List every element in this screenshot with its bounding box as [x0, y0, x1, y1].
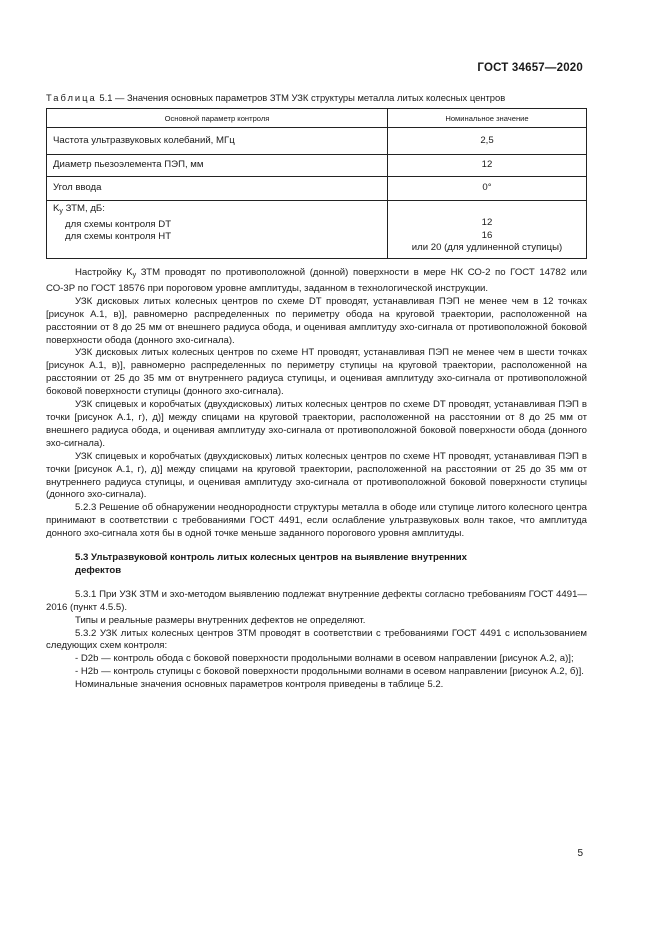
paragraph: УЗК спицевых и коробчатых (двухдисковых) литых колесных центров по схеме DT проводят, устанавливая ПЭП в точки [рисунок А.1, г), д)] между спицами на круговой траектории, расположенной на расстоянии от 8 до 25 мм от внешнего радиуса обода, и оценивая амплитуду эхо-сигнала от противоположной боковой поверхности обода (донного эхо-сигнала).	[46, 399, 587, 449]
table-row	[47, 177, 587, 201]
ky-dt-value: 12	[481, 217, 493, 228]
ky-ht-value: 16	[481, 229, 493, 241]
section-heading-line: дефектов	[75, 564, 122, 576]
ky-unit: ЗТМ, дБ:	[62, 203, 105, 214]
column-header-param: Основной параметр контроля	[47, 109, 388, 128]
ky-ht-value-alt: или 20 (для удлиненной ступицы)	[411, 242, 563, 253]
table-row	[47, 201, 587, 259]
table-caption	[46, 92, 586, 103]
table-row	[47, 128, 587, 155]
ky-symbol: K	[53, 203, 60, 214]
value-cell: 2,5	[388, 128, 587, 155]
paragraph: Номинальные значения основных параметров контроля приведены в таблице 5.2.	[75, 679, 444, 691]
param-cell: Угол ввода	[47, 177, 388, 201]
list-item: - D2b — контроль обода с боковой поверхности продольными волнами в осевом направлении [рисунок А.2, а)];	[75, 653, 574, 665]
paragraph: УЗК дисковых литых колесных центров по схеме HT проводят, устанавливая ПЭП не менее чем в шести точках [рисунок А.1, в)], равномерно распределенных по периметру ступицы на круговой траектории, расположенной на расстоянии от 25 до 35 мм от внутреннего радиуса ступицы, и оценивая амплитуду эхо-сигнала от противоположной боковой поверхности ступицы (донного эхо-сигнала).	[46, 347, 587, 398]
list-item: - H2b — контроль ступицы с боковой поверхности продольными волнами в осевом направлении [рисунок А.2, б)].	[75, 666, 584, 678]
parameters-table	[46, 108, 587, 259]
body-text	[46, 267, 587, 692]
value-cell-ky	[388, 201, 587, 259]
paragraph-text: ЗТМ проводят по противоположной (донной) поверхности в мере НК СО-2 по ГОСТ 14782 или СО-3Р по ГОСТ 18576 при пороговом уровне амплитуды, заданном в технологической инструкции.	[46, 267, 588, 294]
value-cell: 0°	[388, 177, 587, 201]
page-number: 5	[577, 848, 583, 859]
column-header-value: Номинальное значение	[388, 109, 587, 128]
ky-dt-label: для схемы контроля DT	[65, 218, 172, 230]
param-cell: Частота ультразвуковых колебаний, МГц	[47, 128, 388, 155]
ky-subscript: y	[59, 208, 63, 215]
paragraph: Типы и реальные размеры внутренних дефектов не определяют.	[75, 614, 366, 626]
table-header-row	[47, 109, 587, 128]
table-caption-text: 5.1 — Значения основных параметров ЗТМ УЗК структуры металла литых колесных центров	[96, 92, 506, 103]
ky-ht-label: для схемы контроля HT	[65, 231, 172, 242]
document-header: ГОСТ 34657—2020	[477, 62, 583, 74]
ky-subscript: y	[132, 272, 137, 279]
paragraph	[46, 267, 587, 296]
paragraph-text: Настройку K	[75, 267, 133, 278]
section-heading	[46, 552, 587, 578]
section-heading-line: 5.3 Ультразвуковой контроль литых колесных центров на выявление внутренних	[75, 552, 467, 564]
paragraph: 5.3.1 При УЗК ЗТМ и эхо-методом выявлению подлежат внутренние дефекты согласно требованиям ГОСТ 4491—2016 (пункт 4.5.5).	[46, 588, 587, 613]
ky-label	[53, 203, 105, 214]
paragraph: УЗК дисковых литых колесных центров по схеме DT проводят, устанавливая ПЭП не менее чем в 12 точках [рисунок А.1, в)], равномерно распределенных по периметру обода на круговой траектории, расположенной на расстоянии от 8 до 25 мм от внешнего радиуса обода, и оценивая амплитуду эхо-сигнала от противоположной боковой поверхности обода (донного эхо-сигнала).	[46, 295, 587, 346]
table-caption-prefix: Таблица	[46, 92, 97, 103]
table-row	[47, 155, 587, 177]
param-cell: Диаметр пьезоэлемента ПЭП, мм	[47, 155, 388, 177]
paragraph: УЗК спицевых и коробчатых (двухдисковых) литых колесных центров по схеме HT проводят, устанавливая ПЭП в точки [рисунок А.1, г), д)] между спицами на круговой траектории, расположенной на расстоянии от 25 до 35 мм от внутреннего радиуса ступицы, и оценивая амплитуду эхо-сигнала от противоположной боковой поверхности ступицы (донного эхо-сигнала).	[46, 450, 587, 501]
paragraph: 5.3.2 УЗК литых колесных центров ЗТМ проводят в соответствии с требованиями ГОСТ 4491 с использованием следующих схем контроля:	[46, 627, 587, 652]
value-cell: 12	[388, 155, 587, 177]
paragraph: 5.2.3 Решение об обнаружении неоднородности структуры металла в ободе или ступице литого колесного центра принимают в соответствии с требованиями ГОСТ 4491, если ослабление ультразвуковых волн такое, что амплитуда донного эхо-сигнала хотя бы в одной точке меньше заданного порогового уровня амплитуды.	[46, 502, 587, 540]
param-cell-ky	[47, 201, 388, 259]
